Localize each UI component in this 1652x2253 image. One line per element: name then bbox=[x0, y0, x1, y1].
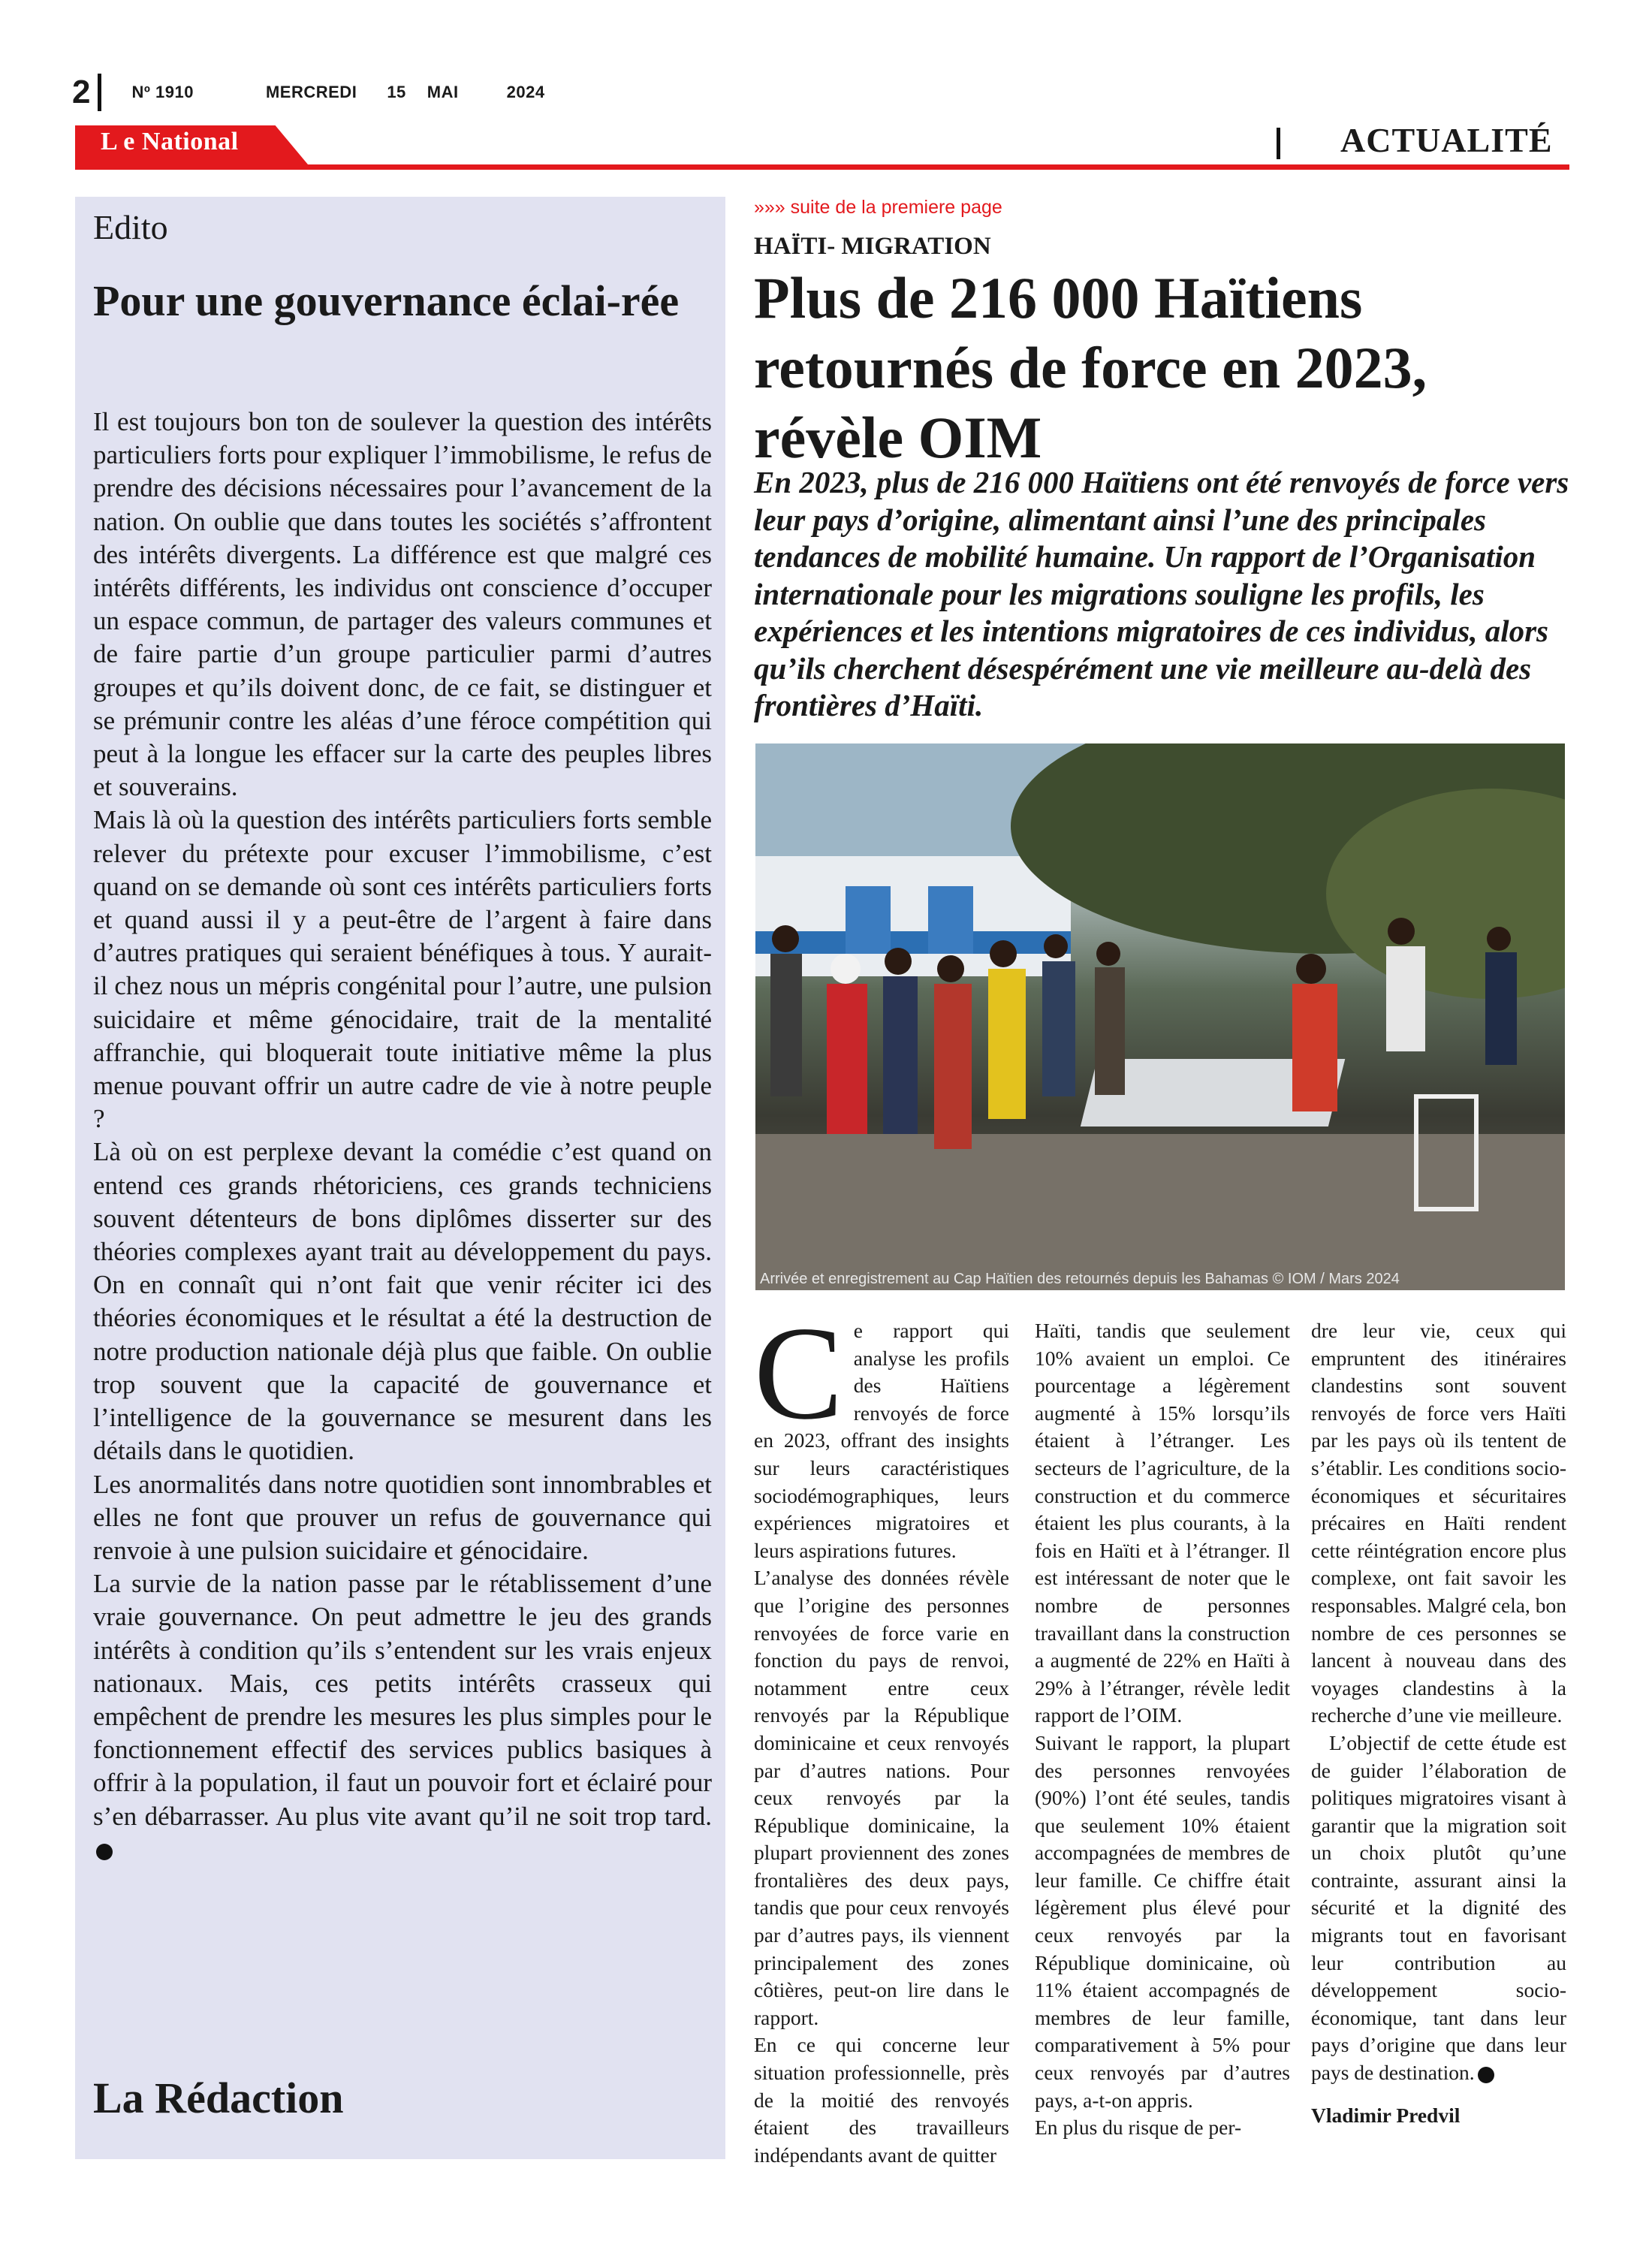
date-year: 2024 bbox=[506, 83, 545, 101]
edito-paragraph: Mais là où la question des intérêts particuliers forts semble relever du prétexte pour excuser l’immobilisme, c’est quand on se demande où sont ces intérêts particuliers forts et quand aussi il y a peut-être de l’argent à faire dans d’autres pratiques qui seraient bénéfiques à tous. Y aurait-il chez nous un mépris congénital pour l’autre, une pulsion suicidaire et même génocidaire, trait de la mentalité affranchie, qui bloquerait toute initiative même la plus menue pouvant offrir un autre cadre de vie à notre peuple ? bbox=[93, 805, 712, 1134]
article-paragraph-text: L’objectif de cette étude est de guider l’élaboration de politiques migratoires visant à garantir que la migration soit un choix plutôt qu’une contrainte, assurant ainsi la sécurité et la dignité des migrants tout en favorisant leur contribution au développement socio-économique, tant dans leur pays d’origine que dans leur pays de destination. bbox=[1311, 1730, 1566, 2085]
issue-number: Nº 1910 bbox=[131, 83, 194, 101]
article-paragraph: En plus du risque de per- bbox=[1035, 2116, 1242, 2140]
edito-paragraph-text: La survie de la nation passe par le rétablissement d’une vraie gouvernance. On peut admettre le jeu des grands intérêts à condition qu’ils s’entendent sur les vrais enjeux nationaux. Mais, ces petits intérêts crasseux qui empêchent de prendre les mesures les plus simples pour le fonctionnement effectif des services publics basiques à offrir à la population, il faut un pouvoir fort et éclairé pour s’en débarrasser. Au plus vite avant qu’il ne soit trop tard. bbox=[93, 1569, 712, 1831]
edito-kicker: Edito bbox=[93, 208, 168, 246]
divider bbox=[98, 74, 101, 111]
article-paragraph: L’analyse des données révèle que l’origine des personnes renvoyées de force varie en fonction du pays de renvoi, notamment entre ceux renvoyés par la République dominicaine et ceux renvoyés par d’autres nations. Pour ceux renvoyés par la République dominicaine, la plupart proviennent des zones frontalières des deux pays, tandis que pour ceux renvoyés par d’autres pays, ils viennent principalement des zones côtières, peut-on lire dans le rapport. bbox=[754, 1566, 1009, 2029]
edito-paragraph bbox=[93, 1567, 712, 1866]
edito-body bbox=[93, 406, 712, 1866]
article-paragraph: e rapport qui analyse les profils des Haïtiens renvoyés de force en 2023, offrant des insights sur leurs caractéristiques sociodémographiques, leurs expériences migratoires et leurs aspirations futures. bbox=[754, 1319, 1009, 1562]
article-rubric: HAÏTI- MIGRATION bbox=[754, 233, 991, 260]
edito-paragraph: Là où on est perplexe devant la comédie c’est quand on entend ces grands rhétoriciens, ces grands techniciens souvent détenteurs de bons diplômes disserter sur des théories complexes ayant trait au développement du pays. On en connaît qui n’ont fait que venir réciter ici des théories économiques et le résultat a été la destruction de notre production nationale déjà plus que faible. On oublie trop souvent que la capacité de gouvernance et l’intelligence de la gouvernance se mesurent dans les détails dans le quotidien. bbox=[93, 1137, 712, 1466]
newspaper-logo: L e National bbox=[101, 128, 239, 155]
end-mark-icon bbox=[96, 1844, 113, 1860]
article-paragraph: En ce qui concerne leur situation professionnelle, près de la moitié des renvoyés étaient des travailleurs indépendants avant de quitter bbox=[754, 2033, 1009, 2167]
article-paragraph: Haïti, tandis que seulement 10% avaient un emploi. Ce pourcentage a légèrement augmenté à 15% lorsqu’ils étaient à l’étranger. Les secteurs de l’agriculture, de la construction et du commerce étaient les plus courants, à la fois en Haïti et à l’étranger. Il est intéressant de noter que le nombre de personnes travaillant dans la construction a augmenté de 22% en Haïti à 29% à l’étranger, révèle ledit rapport de l’OIM. bbox=[1035, 1319, 1290, 1727]
photo-caption: Arrivée et enregistrement au Cap Haïtien des retournés depuis les Bahamas © IOM / Mars 2024 bbox=[760, 1271, 1400, 1287]
edito-title: Pour une gouvernance éclai-rée bbox=[93, 276, 680, 325]
page-number: 2 bbox=[72, 74, 91, 110]
date-month: MAI bbox=[427, 83, 459, 101]
article-lead: En 2023, plus de 216 000 Haïtiens ont été renvoyés de force vers leur pays d’origine, alimentant ainsi l’une des principales tendances de mobilité humaine. Un rapport de l’Organisation internationale pour les migrations souligne les profils, les expériences et les intentions migratoires de ces individus, alors qu’ils cherchent désespérément une vie meilleure au-delà des frontières d’Haïti. bbox=[754, 465, 1569, 722]
article-photo bbox=[755, 743, 1565, 1290]
drop-cap: C bbox=[754, 1298, 843, 1447]
article-paragraph: Suivant le rapport, la plupart des personnes renvoyées (90%) l’ont été seules, tandis que seulement 10% étaient accompagnées de membres de leur famille. Ce chiffre était légèrement plus élevé pour ceux renvoyés par la République dominicaine, où 11% étaient accompagnés de membres de leur famille, comparativement à 5% pour ceux renvoyés par d’autres pays, a-t-on appris. bbox=[1035, 1730, 1290, 2112]
article-column-1 bbox=[754, 1298, 1009, 2169]
divider bbox=[1277, 128, 1280, 159]
article-column-3 bbox=[1311, 1317, 1566, 2129]
article-headline: Plus de 216 000 Haïtiens retournés de force en 2023, révèle OIM bbox=[754, 265, 1427, 470]
section-title: ACTUALITÉ bbox=[1340, 121, 1553, 159]
continued-label: »»» suite de la premiere page bbox=[754, 197, 1002, 218]
photo-illustration bbox=[755, 743, 1565, 1290]
article-author: Vladimir Predvil bbox=[1311, 2103, 1461, 2127]
end-mark-icon bbox=[1478, 2067, 1494, 2083]
date-day: 15 bbox=[387, 83, 406, 101]
edito-paragraph: Les anormalités dans notre quotidien sont innombrables et elles ne font que prouver un refus de gouvernance qui renvoie à une pulsion suicidaire et génocidaire. bbox=[93, 1469, 712, 1565]
date-weekday: MERCREDI bbox=[265, 83, 357, 101]
edito-signature: La Rédaction bbox=[93, 2074, 344, 2122]
header-rule bbox=[75, 164, 1569, 170]
page-header bbox=[72, 74, 545, 111]
edito-paragraph: Il est toujours bon ton de soulever la question des intérêts particuliers forts pour expliquer l’immobilisme, le refus de prendre des décisions nécessaires pour l’avancement de la nation. On oublie que dans toutes les sociétés s’affrontent des intérêts divergents. La différence est que malgré ces intérêts différents, les individus ont conscience d’occuper un espace commun, de partager des valeurs communes et de faire partie d’un groupe particulier parmi d’autres groupes et qu’ils doivent donc, de ce fait, se distinguer et se prémunir contre les aléas d’une féroce compétition qui peut à la longue les effacer sur la carte des peuples libres et souverains. bbox=[93, 407, 712, 802]
article-column-2 bbox=[1035, 1317, 1290, 2142]
article-paragraph: dre leur vie, ceux qui empruntent des itinéraires clandestins sont souvent renvoyés de force vers Haïti par les pays où ils tentent de s’établir. Les conditions socio-économiques et sécuritaires précaires en Haïti rendent cette réintégration encore plus complexe, ont fait savoir les responsables. Malgré cela, bon nombre de ces personnes se lancent à nouveau dans des voyages clandestins à la recherche d’une vie meilleure. bbox=[1311, 1319, 1566, 1727]
article-paragraph bbox=[1311, 1730, 1566, 2087]
